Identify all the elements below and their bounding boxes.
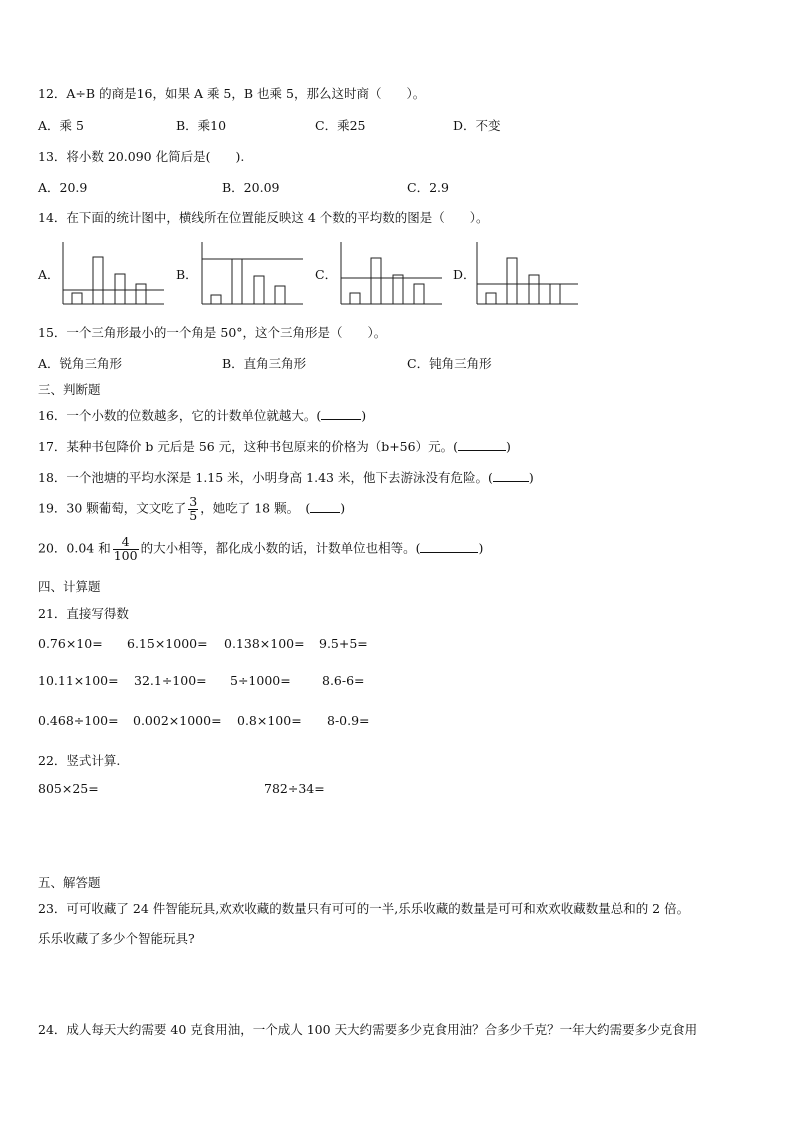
q12-option-b: B．乘10 [176, 118, 227, 133]
q12-option-d: D．不变 [453, 118, 501, 133]
q21-item: 9.5+5= [319, 636, 368, 651]
q12-option-c: C．乘25 [315, 118, 366, 133]
q14-chart-c [338, 240, 444, 306]
q15-option-c: C．钝角三角形 [407, 356, 492, 371]
q20-fraction [113, 536, 139, 562]
q16-close: ) [361, 408, 367, 423]
q15-option-a: A．锐角三角形 [38, 356, 123, 371]
q19-text-before: 19．30 颗葡萄，文文吃了 [38, 500, 187, 516]
q14-option-b-label: B． [176, 267, 198, 282]
q18-answer-blank[interactable] [493, 470, 529, 482]
q17 [38, 437, 511, 455]
q20-fraction-numerator: 4 [113, 536, 139, 550]
q15-stem: 15．一个三角形最小的一个角是 50°，这个三角形是（ ）。 [38, 325, 387, 340]
q21-item: 32.1÷100= [134, 673, 207, 688]
q19-answer-blank[interactable] [310, 501, 340, 513]
q20-text-after: 的大小相等，都化成小数的话，计数单位也相等。( [140, 540, 421, 556]
q21-item: 0.468÷100= [38, 713, 119, 728]
q23-line-2: 乐乐收藏了多少个智能玩具? [38, 931, 195, 946]
section-4-heading: 四、计算题 [38, 579, 101, 594]
q13-option-a: A．20.9 [38, 180, 88, 195]
q21-item: 0.76×10= [38, 636, 103, 651]
q21-item: 0.002×1000= [133, 713, 222, 728]
q17-close: ) [505, 439, 511, 454]
q13-option-b: B．20.09 [222, 180, 280, 195]
q21-item: 8-0.9= [327, 713, 370, 728]
q18 [38, 468, 534, 486]
q16 [38, 406, 366, 424]
q22-title: 22．竖式计算. [38, 753, 121, 768]
q23-line-1: 23．可可收藏了 24 件智能玩具,欢欢收藏的数量只有可可的一半,乐乐收藏的数量是可可和欢欢收藏数量总和的 2 倍。 [38, 901, 690, 916]
q19-fraction-denominator: 5 [189, 507, 198, 523]
q14-chart-d [474, 240, 580, 306]
section-3-heading: 三、判断题 [38, 382, 101, 397]
q24-text: 24．成人每天大约需要 40 克食用油，一个成人 100 天大约需要多少克食用油？合多少千克？一年大约需要多少克食用 [38, 1022, 698, 1037]
q21-item: 6.15×1000= [127, 636, 208, 651]
q12-stem: 12．A÷B 的商是16，如果 A 乘 5，B 也乘 5，那么这时商（ ）。 [38, 86, 426, 101]
q21-item: 0.138×100= [224, 636, 305, 651]
q21-item: 0.8×100= [237, 713, 302, 728]
q19 [38, 496, 345, 522]
q20-fraction-denominator: 100 [113, 547, 138, 563]
q21-item: 5÷1000= [230, 673, 291, 688]
q14-option-a-label: A． [38, 267, 60, 282]
q17-text: 17．某种书包降价 b 元后是 56 元，这种书包原来的价格为（b+56）元。( [38, 439, 458, 454]
q17-answer-blank[interactable] [458, 439, 506, 451]
q20-text-before: 20．0.04 和 [38, 540, 111, 556]
q16-answer-blank[interactable] [321, 408, 361, 420]
q20-answer-blank[interactable] [420, 541, 478, 553]
q14-stem: 14．在下面的统计图中，横线所在位置能反映这 4 个数的平均数的图是（ ）。 [38, 210, 489, 225]
q12-option-a: A．乘 5 [38, 118, 84, 133]
q20 [38, 536, 483, 562]
q19-fraction [188, 496, 198, 522]
q13-option-c: C．2.9 [407, 180, 449, 195]
q22-item: 805×25= [38, 781, 99, 796]
q16-text: 16．一个小数的位数越多，它的计数单位就越大。( [38, 408, 322, 423]
q21-item: 10.11×100= [38, 673, 119, 688]
q21-item: 8.6-6= [322, 673, 365, 688]
q15-option-b: B．直角三角形 [222, 356, 307, 371]
q18-text: 18．一个池塘的平均水深是 1.15 米，小明身高 1.43 米，他下去游泳没有危险。( [38, 470, 493, 485]
q22-item: 782÷34= [264, 781, 325, 796]
q18-close: ) [528, 470, 534, 485]
q19-close: ) [340, 500, 346, 516]
q19-text-after: ，她吃了 18 颗。 ( [200, 500, 311, 516]
q14-option-d-label: D． [453, 267, 476, 282]
q14-chart-b [199, 240, 305, 306]
q21-title: 21．直接写得数 [38, 606, 129, 621]
q14-option-c-label: C． [315, 267, 338, 282]
section-5-heading: 五、解答题 [38, 875, 101, 890]
q14-chart-a [60, 240, 166, 306]
q13-stem: 13．将小数 20.090 化简后是( ). [38, 149, 245, 164]
q20-close: ) [478, 540, 484, 556]
q19-fraction-numerator: 3 [189, 494, 198, 509]
